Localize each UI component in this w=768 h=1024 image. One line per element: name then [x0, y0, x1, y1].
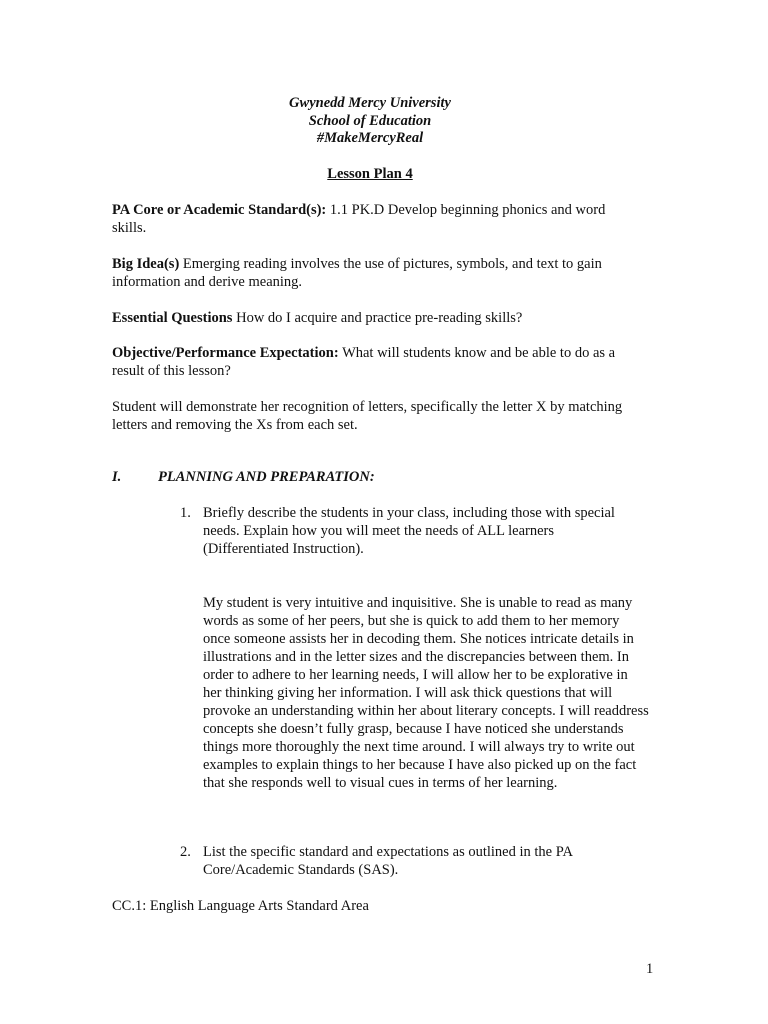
- objective-paragraph: [112, 344, 642, 380]
- objective-answer: Student will demonstrate her recognition of letters, specifically the letter X by matching letters and removing the Xs from each set.: [112, 399, 623, 433]
- list-item-text: List the specific standard and expectations as outlined in the PA Core/Academic Standards (SAS).: [203, 844, 573, 878]
- lesson-title: Lesson Plan 4: [327, 166, 413, 182]
- objective-text: What will students know and be able to do as a result of this lesson?: [112, 345, 616, 379]
- standard-paragraph: [112, 201, 642, 237]
- list-item-number: 2.: [180, 844, 191, 860]
- standard-text: 1.1 PK.D Develop beginning phonics and word skills.: [112, 202, 606, 236]
- essential-questions-text: How do I acquire and practice pre-reading skills?: [236, 310, 523, 326]
- big-idea-paragraph: [112, 255, 642, 291]
- big-idea-text: Emerging reading involves the use of pictures, symbols, and text to gain information and derive meaning.: [112, 256, 602, 290]
- page-number: 1: [646, 961, 654, 977]
- hashtag: #MakeMercyReal: [316, 130, 424, 146]
- section-title: PLANNING AND PREPARATION:: [158, 469, 375, 485]
- objective-label: Objective/Performance Expectation:: [112, 345, 339, 361]
- cc-standard-line: CC.1: English Language Arts Standard Area: [112, 898, 369, 914]
- document-header: [0, 94, 740, 147]
- section-number: I.: [112, 469, 122, 485]
- standard-label: PA Core or Academic Standard(s):: [112, 202, 327, 218]
- list-item-text: Briefly describe the students in your class, including those with special needs. Explain how you will meet the needs of ALL learners (Differentiated Instruction).: [203, 505, 615, 557]
- section-heading: [112, 468, 375, 486]
- essential-questions-label: Essential Questions: [112, 310, 233, 326]
- list-item-number: 1.: [180, 505, 191, 521]
- big-idea-label: Big Idea(s): [112, 256, 180, 272]
- list-item: [180, 843, 640, 879]
- item1-answer: My student is very intuitive and inquisitive. She is unable to read as many words as some of her peers, but she is quick to add them to her memory once someone assists her in decoding them. She notices intricate details in illustrations and in the letter sizes and the discrepancies between them. In order to adhere to her learning needs, I will allow her to be explorative in her thinking giving her information. I will ask thick questions that will provoke an understanding within her about literary concepts. I will readdress concepts she doesn’t fully grasp, because I have noticed she understands things more thoroughly the next time around. I will always try to write out examples to explain things to her because I have also picked up on the fact that she responds well to visual cues in terms of her learning.: [203, 595, 649, 791]
- list-item: [180, 504, 640, 558]
- essential-questions-paragraph: [112, 309, 642, 327]
- university-name: Gwynedd Mercy University: [289, 95, 451, 111]
- school-name: School of Education: [308, 112, 432, 129]
